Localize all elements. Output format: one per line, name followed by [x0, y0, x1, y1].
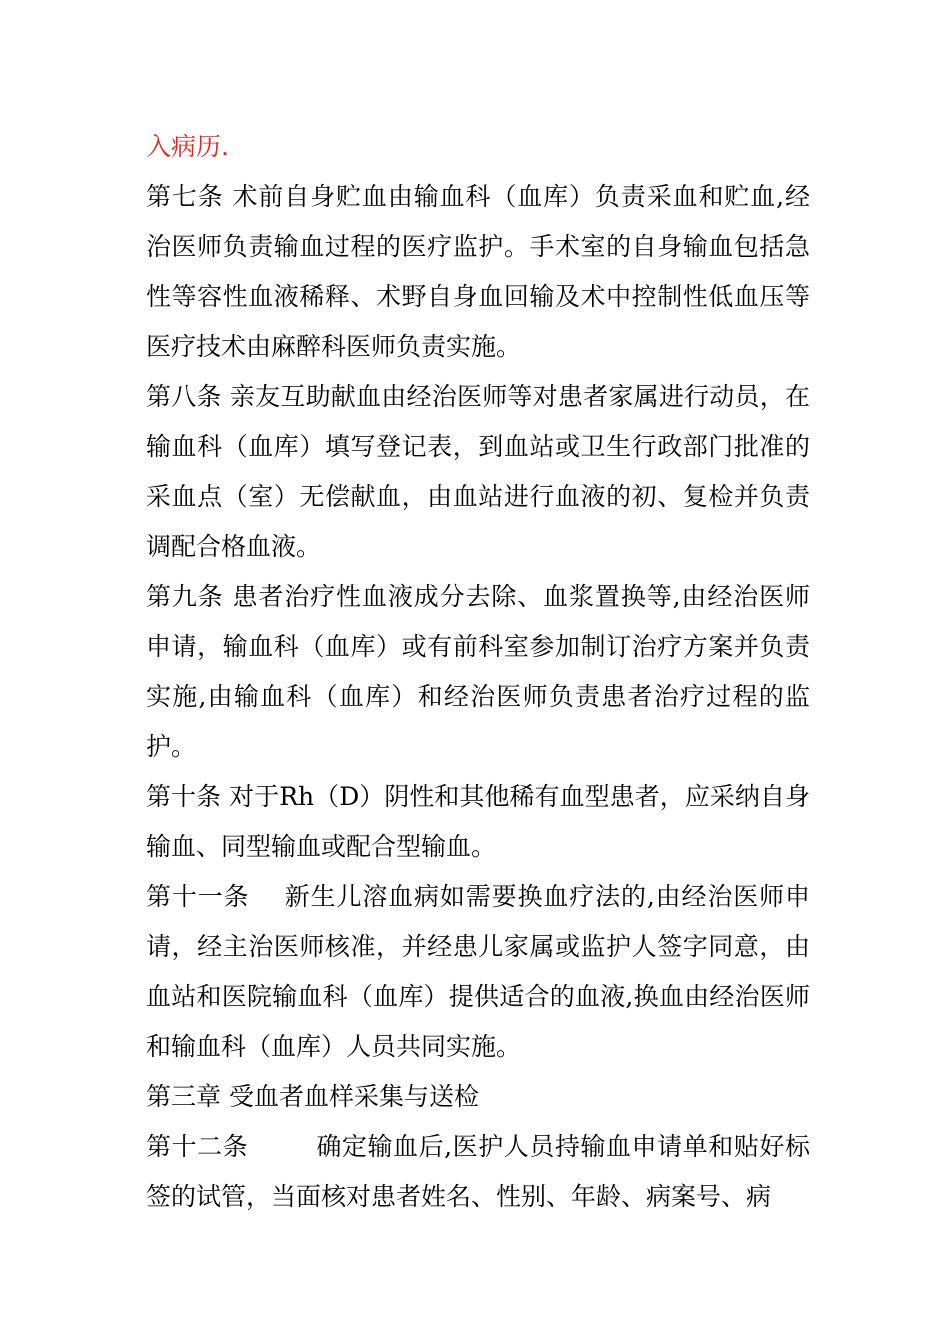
article-11-paragraph: 第十一条 新生儿溶血病如需要换血疗法的,由经治医师申请，经主治医师核准，并经患儿家属或监护人签字同意，由血站和医院输血科（血库）提供适合的血液,换血由经治医师和输血科（血库）人员共同实施。	[146, 882, 810, 1061]
chapter-3-heading: 第三章 受血者血样采集与送检	[146, 1082, 479, 1111]
article-10-paragraph: 第十条 对于Rh（D）阴性和其他稀有血型患者，应采纳自身输血、同型输血或配合型输血。	[146, 782, 810, 861]
continuation-text: 入病历.	[146, 132, 229, 161]
article-7-paragraph: 第七条 术前自身贮血由输血科（血库）负责采血和贮血,经治医师负责输血过程的医疗监护。手术室的自身输血包括急性等容性血液稀释、术野自身血回输及术中控制性低血压等医疗技术由麻醉科医师负责实施。	[146, 182, 810, 361]
article-8-paragraph: 第八条 亲友互助献血由经治医师等对患者家属进行动员，在输血科（血库）填写登记表，到血站或卫生行政部门批准的采血点（室）无偿献血，由血站进行血液的初、复检并负责调配合格血液。	[146, 382, 810, 561]
document-body	[146, 122, 810, 1222]
article-12-paragraph: 第十二条 确定输血后,医护人员持输血申请单和贴好标签的试管，当面核对患者姓名、性别、年龄、病案号、病	[146, 1132, 810, 1211]
article-9-paragraph: 第九条 患者治疗性血液成分去除、血浆置换等,由经治医师申请，输血科（血库）或有前科室参加制订治疗方案并负责实施,由输血科（血库）和经治医师负责患者治疗过程的监护。	[146, 582, 810, 761]
